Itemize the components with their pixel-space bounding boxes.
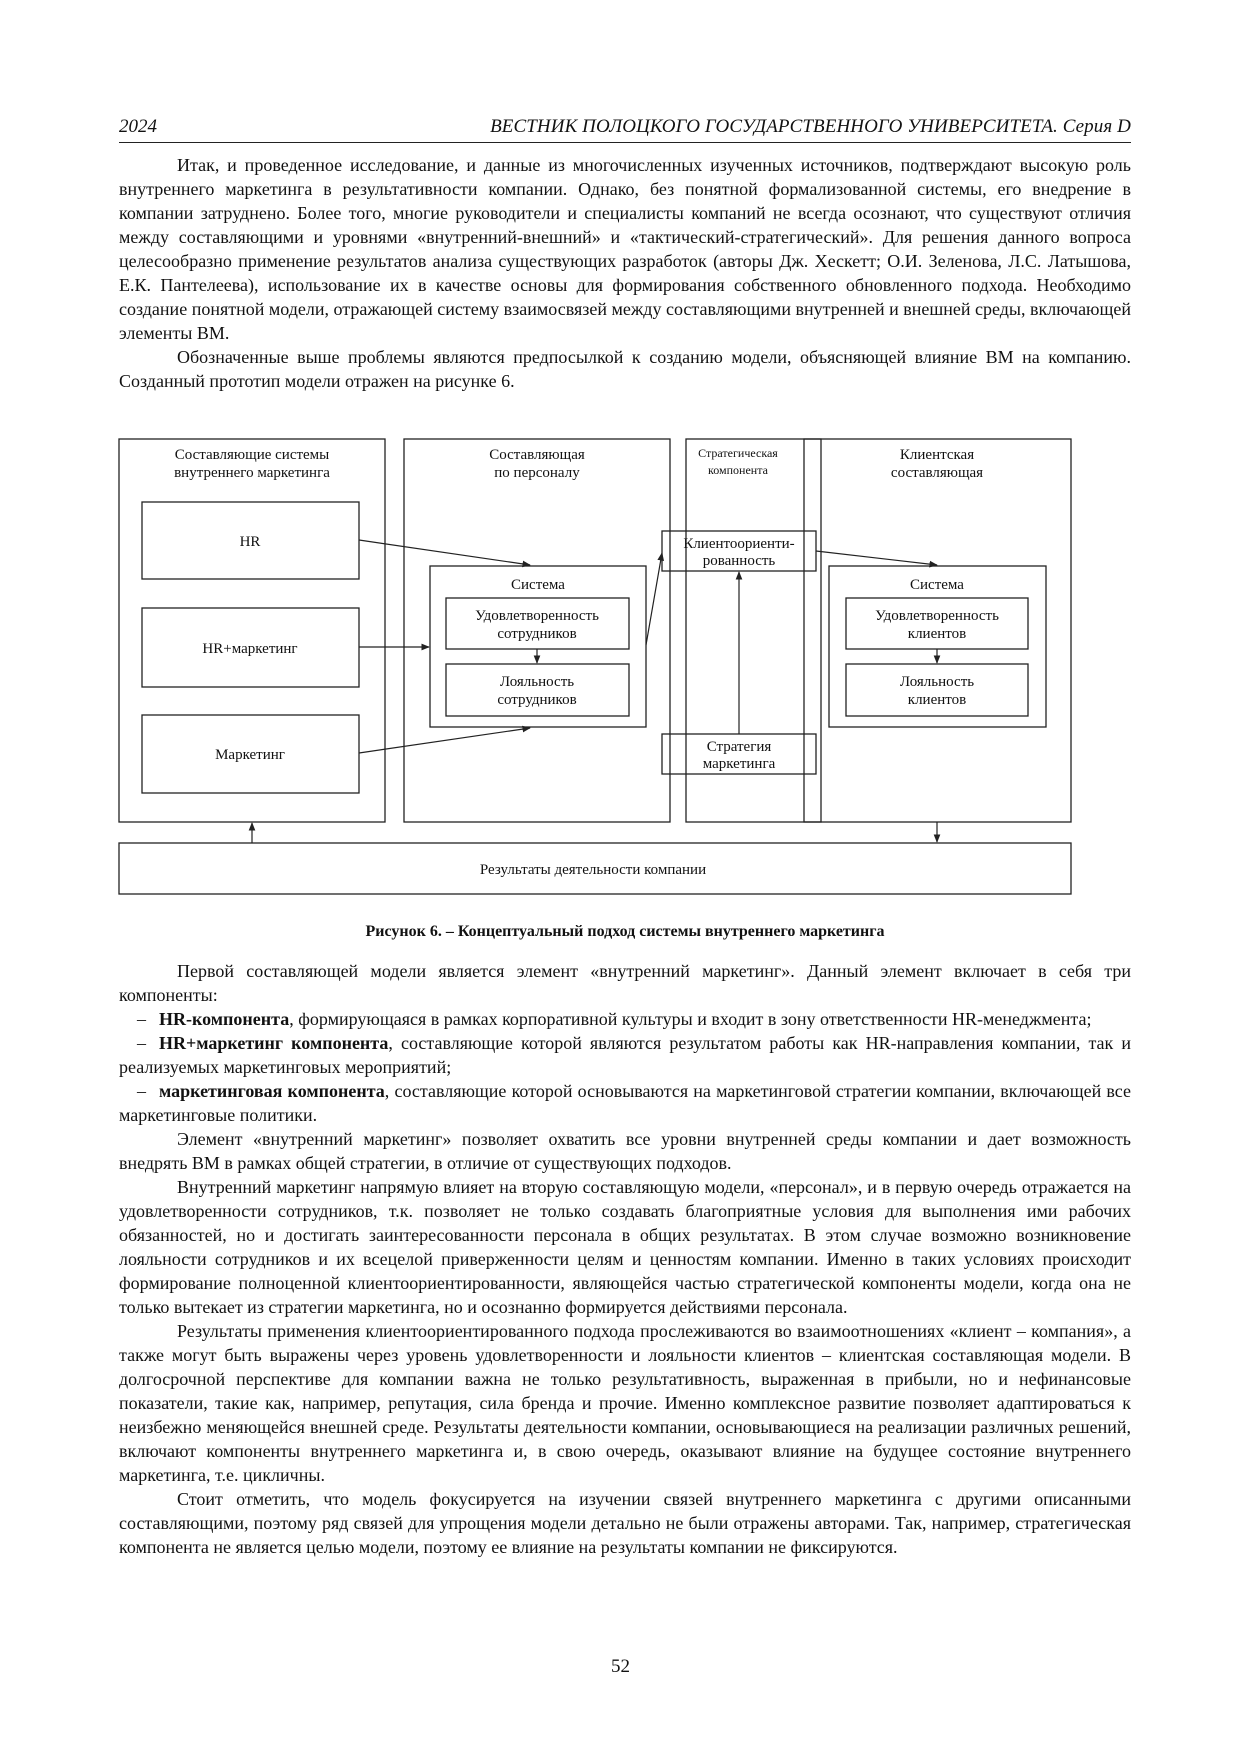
list-item	[119, 1079, 1131, 1127]
list-item	[119, 1007, 1131, 1031]
paragraph: Итак, и проведенное исследование, и данные из многочисленных изученных источников, подтверждают высокую роль внутреннего маркетинга в результативности компании. Однако, без понятной формализованной системы, его внедрение в компании затруднено. Более того, многие руководители и специалисты компаний не всегда осознают, что существуют отличия между составляющими и уровнями «внутренний-внешний» и «тактический-стратегический». Для решения данного вопроса целесообразно применение результатов анализа существующих разработок (авторы Дж. Хескетт; О.И. Зеленова, Л.С. Латышова, Е.К. Пантелеева), использование их в качестве основы для формирования собственного обновленного подхода. Необходимо создание понятной модели, отражающей систему взаимосвязей между составляющими внутренней и внешней среды, включающей элементы ВМ.	[119, 155, 1131, 343]
arrow-system-to-client-orientation	[646, 553, 662, 645]
arrow-client-orientation-to-client-system	[816, 551, 937, 565]
column-personnel	[404, 439, 670, 822]
client-satisfaction-box	[846, 598, 1028, 649]
client-orientation-box	[662, 531, 816, 571]
column-2-title-line-1: Составляющая	[489, 447, 585, 463]
hr-marketing-box	[142, 608, 359, 687]
list-item-term: HR+маркетинг компонента	[159, 1033, 389, 1053]
column-4-title-line-1: Клиентская	[899, 447, 975, 463]
marketing-box	[142, 715, 359, 793]
column-2-title-line-2: по персоналу	[494, 465, 580, 481]
list-item-term: HR-компонента	[159, 1009, 290, 1029]
employee-satisfaction-line-1: Удовлетворенность	[475, 608, 599, 624]
client-system-box	[829, 566, 1046, 727]
employee-satisfaction-line-2: сотрудников	[497, 626, 577, 642]
column-internal-marketing	[119, 439, 385, 822]
column-client	[804, 439, 1071, 822]
paragraph: Обозначенные выше проблемы являются предпосылкой к созданию модели, объясняющей влияние ВМ на компанию. Созданный прототип модели отражен на рисунке 6.	[119, 347, 1131, 391]
list-dash: –	[137, 1081, 146, 1101]
list-item-text: , составляющие которой основываются на маркетинговой стратегии компании, включающей все маркетинговые политики.	[119, 1081, 1131, 1125]
list-item-term: маркетинговая компонента	[159, 1081, 385, 1101]
client-satisfaction-line-1: Удовлетворенность	[875, 608, 999, 624]
employee-system-box	[430, 566, 646, 727]
client-orientation-line-2: рованность	[702, 553, 776, 569]
employee-loyalty-box	[446, 664, 629, 716]
header-year: 2024	[119, 116, 157, 137]
company-results-box	[119, 843, 1071, 894]
figure-caption: Рисунок 6. – Концептуальный подход системы внутреннего маркетинга	[365, 923, 885, 940]
paragraph: Стоит отметить, что модель фокусируется на изучении связей внутреннего маркетинга с другими описанными составляющими, поэтому ряд связей для упрощения модели детально не были отражены авторами. Так, например, стратегическая компонента не является целью модели, поэтому ее влияние на результаты компании не фиксируются.	[119, 1489, 1131, 1557]
paragraph: Элемент «внутренний маркетинг» позволяет охватить все уровни внутренней среды компании и дает возможность внедрять ВМ в рамках общей стратегии, в отличие от существующих подходов.	[119, 1129, 1131, 1173]
company-results-label: Результаты деятельности компании	[479, 862, 707, 878]
marketing-label: Маркетинг	[215, 747, 285, 763]
body-text-before-figure	[119, 153, 1131, 393]
hr-box	[142, 502, 359, 579]
hr-label: HR	[239, 534, 261, 550]
list-item	[119, 1031, 1131, 1079]
marketing-strategy-line-1: Стратегия	[706, 739, 772, 755]
marketing-strategy-box	[662, 734, 816, 774]
page-number: 52	[611, 1656, 630, 1677]
header-journal-title: ВЕСТНИК ПОЛОЦКОГО ГОСУДАРСТВЕННОГО УНИВЕРСИТЕТА. Серия D	[490, 116, 1131, 137]
column-4-title-line-2: составляющая	[890, 465, 984, 481]
marketing-strategy-line-2: маркетинга	[702, 756, 776, 772]
employee-satisfaction-box	[446, 598, 629, 649]
paragraph: Внутренний маркетинг напрямую влияет на вторую составляющую модели, «персонал», и в первую очередь отражается на удовлетворенности сотрудников, т.к. позволяет не только создавать благоприятные условия для выполнения ими рабочих обязанностей, но и достигать заинтересованности персонала в общих результатах. В этом случае возможно возникновение лояльности сотрудников и их всецелой приверженности целям и ценностям компании. Именно в таких условиях происходит формирование полноценной клиентоориентированности, являющейся частью стратегической компоненты модели, когда она не только вытекает из стратегии маркетинга, но и осознанно формируется действиями персонала.	[119, 1177, 1131, 1317]
client-loyalty-line-1: Лояльность	[899, 674, 975, 690]
client-satisfaction-line-2: клиентов	[907, 626, 967, 642]
arrow-hr-to-system	[359, 540, 530, 565]
employee-system-label: Система	[511, 577, 565, 593]
paragraph: Первой составляющей модели является элемент «внутренний маркетинг». Данный элемент включает в себя три компоненты:	[119, 961, 1131, 1005]
client-system-label: Система	[910, 577, 964, 593]
column-1-title-line-2: внутреннего маркетинга	[174, 465, 330, 481]
list-item-text: , составляющие которой являются результатом работы как HR-направления компании, так и реализуемых маркетинговых мероприятий;	[119, 1033, 1131, 1077]
column-strategic	[686, 439, 821, 822]
list-dash: –	[137, 1033, 146, 1053]
employee-loyalty-line-2: сотрудников	[497, 692, 577, 708]
client-loyalty-line-2: клиентов	[907, 692, 967, 708]
column-1-title-line-1: Составляющие системы	[174, 447, 330, 463]
list-dash: –	[137, 1009, 146, 1029]
employee-loyalty-line-1: Лояльность	[499, 674, 575, 690]
body-text-after-figure	[119, 959, 1131, 1559]
column-3-title-line-2: компонента	[708, 463, 768, 477]
column-3-title-line-1: Стратегическая	[698, 446, 778, 460]
list-item-text: , формирующаяся в рамках корпоративной культуры и входит в зону ответственности HR-менеджмента;	[289, 1009, 1092, 1029]
running-head	[119, 116, 1131, 143]
arrow-marketing-to-system	[359, 728, 530, 753]
client-orientation-line-1: Клиентоориенти-	[683, 536, 795, 552]
client-loyalty-box	[846, 664, 1028, 716]
paragraph: Результаты применения клиентоориентированного подхода прослеживаются во взаимоотношениях «клиент – компания», а также могут быть выражены через уровень удовлетворенности и лояльности клиентов – клиентская составляющая модели. В долгосрочной перспективе для компании важна не только результативность, выраженная в прибыли, но и нефинансовые показатели, такие как, например, репутация, сила бренда и прочие. Именно комплексное развитие позволяет адаптироваться к неизбежно меняющейся внешней среде. Результаты деятельности компании, основывающиеся на реализации различных решений, включают компоненты внутреннего маркетинга и, в свою очередь, оказывают влияние на будущее состояние внутреннего маркетинга, т.е. цикличны.	[119, 1321, 1131, 1485]
hr-marketing-label: HR+маркетинг	[202, 641, 298, 657]
